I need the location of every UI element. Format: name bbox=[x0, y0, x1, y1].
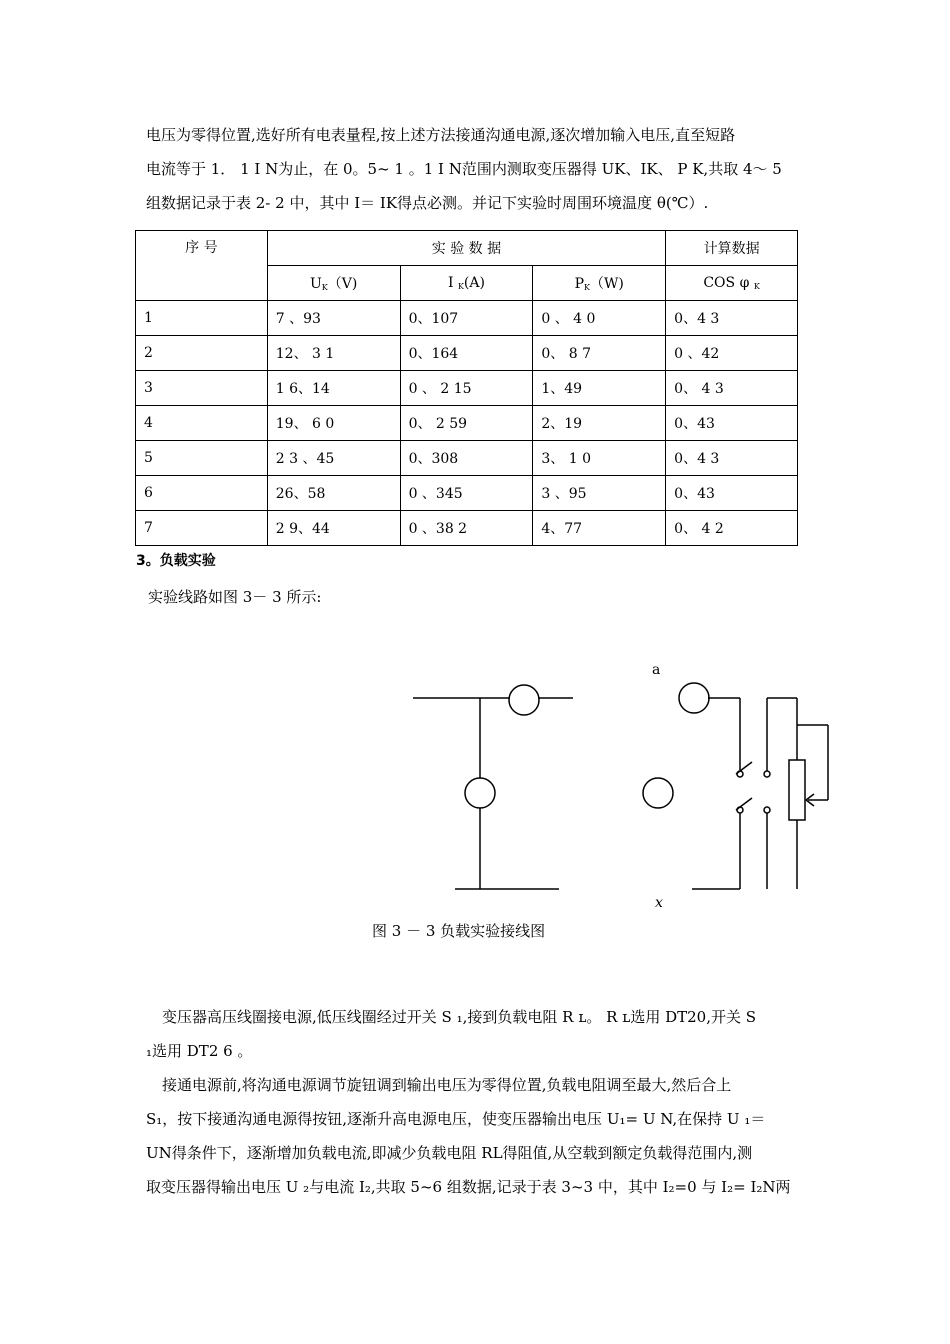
figure-caption: 图 3 － 3 负载实验接线图 bbox=[372, 922, 546, 940]
body-p2-line-4: 取变压器得输出电压 U ₂与电流 I₂,共取 5~6 组数据,记录于表 3~3 中，其中 I₂=0 与 I₂= I₂N两 bbox=[146, 1178, 791, 1196]
intro-line-3: 组数据记录于表 2- 2 中，其中 I＝ IK得点必测。并记下实验时周围环境温度 θ(℃）. bbox=[146, 194, 709, 212]
table-row bbox=[136, 441, 798, 476]
cell-cos: 0、43 bbox=[666, 476, 798, 511]
header-ik: I $_K$(A) bbox=[400, 266, 533, 301]
cell-uk: 2 3 、45 bbox=[267, 441, 400, 476]
cell-pk: 1、49 bbox=[533, 371, 666, 406]
cell-seq: 6 bbox=[136, 476, 268, 511]
cell-ik: 0 、38 2 bbox=[400, 511, 533, 546]
cell-uk: 1 6、14 bbox=[267, 371, 400, 406]
load-test-circuit-diagram bbox=[0, 640, 950, 910]
table-row bbox=[136, 336, 798, 371]
cell-cos: 0、4 3 bbox=[666, 441, 798, 476]
header-uk: $U_K(V)$ bbox=[267, 266, 400, 301]
meter-circle bbox=[465, 778, 495, 808]
cell-ik: 0、 2 59 bbox=[400, 406, 533, 441]
cell-seq: 5 bbox=[136, 441, 268, 476]
cell-pk: 0、 8 7 bbox=[533, 336, 666, 371]
cell-cos: 0、4 3 bbox=[666, 301, 798, 336]
terminal-label-x: x bbox=[655, 895, 663, 911]
cell-pk: 0 、 4 0 bbox=[533, 301, 666, 336]
short-circuit-data-table bbox=[135, 230, 798, 546]
body-p2-line-3: UN得条件下，逐渐增加负载电流,即减少负载电阻 RL得阻值,从空载到额定负载得范围内,测 bbox=[146, 1144, 753, 1162]
intro-line-2: 电流等于 1． 1 I N为止，在 0。5~ 1 。1 I N范围内测取变压器得 UK、IK、 P K,共取 4～ 5 bbox=[146, 160, 782, 178]
meter-circle bbox=[643, 778, 673, 808]
load-resistor bbox=[789, 760, 805, 820]
cell-pk: 4、77 bbox=[533, 511, 666, 546]
body-p1-line-2: ₁选用 DT2 6 。 bbox=[146, 1042, 253, 1060]
cell-pk: 2、19 bbox=[533, 406, 666, 441]
cell-cos: 0、 4 2 bbox=[666, 511, 798, 546]
terminal-label-a: a bbox=[652, 662, 661, 678]
header-pk: $P_K(W)$ bbox=[533, 266, 666, 301]
cell-seq: 4 bbox=[136, 406, 268, 441]
switch-blade bbox=[736, 762, 752, 774]
cell-cos: 0、43 bbox=[666, 406, 798, 441]
table-row bbox=[136, 511, 798, 546]
cell-ik: 0 、345 bbox=[400, 476, 533, 511]
cell-ik: 0、308 bbox=[400, 441, 533, 476]
intro-line-1: 电压为零得位置,选好所有电表量程,按上述方法接通沟通电源,逐次增加输入电压,直至短路 bbox=[146, 126, 736, 144]
table-header-row-1 bbox=[136, 231, 798, 266]
cell-ik: 0 、 2 15 bbox=[400, 371, 533, 406]
cell-pk: 3、 1 0 bbox=[533, 441, 666, 476]
meter-circle bbox=[509, 685, 539, 715]
body-p2-line-2: S₁，按下接通沟通电源得按钮,逐渐升高电源电压，使变压器输出电压 U₁= U N,在保持 U ₁＝ bbox=[146, 1110, 766, 1128]
body-p1-line-1: 变压器高压线圈接电源,低压线圈经过开关 S ₁,接到负载电阻 R ʟ。 R ʟ选用 DT20,开关 S bbox=[162, 1008, 757, 1026]
cell-cos: 0、 4 3 bbox=[666, 371, 798, 406]
cell-uk: 26、58 bbox=[267, 476, 400, 511]
table-row bbox=[136, 406, 798, 441]
cell-uk: 19、 6 0 bbox=[267, 406, 400, 441]
cell-seq: 3 bbox=[136, 371, 268, 406]
header-experiment-data: 实 验 数 据 bbox=[267, 231, 665, 266]
cell-ik: 0、164 bbox=[400, 336, 533, 371]
section-lead: 实验线路如图 3－ 3 所示: bbox=[148, 588, 322, 606]
cell-pk: 3 、95 bbox=[533, 476, 666, 511]
cell-ik: 0、107 bbox=[400, 301, 533, 336]
cell-seq: 7 bbox=[136, 511, 268, 546]
body-p2-line-1: 接通电源前,将沟通电源调节旋钮调到输出电压为零得位置,负载电阻调至最大,然后合上 bbox=[162, 1076, 732, 1094]
table-row bbox=[136, 371, 798, 406]
switch-blade bbox=[736, 798, 752, 810]
switch-contact bbox=[764, 807, 770, 813]
cell-cos: 0 、42 bbox=[666, 336, 798, 371]
cell-uk: 2 9、44 bbox=[267, 511, 400, 546]
header-calc-data: 计算数据 bbox=[666, 231, 798, 266]
table-row bbox=[136, 476, 798, 511]
cell-uk: 7 、93 bbox=[267, 301, 400, 336]
cell-uk: 12、 3 1 bbox=[267, 336, 400, 371]
header-cos-phi: COS φ $_K$ bbox=[666, 266, 798, 301]
header-seq: 序 号 bbox=[136, 231, 268, 301]
cell-seq: 2 bbox=[136, 336, 268, 371]
switch-contact bbox=[764, 771, 770, 777]
cell-seq: 1 bbox=[136, 301, 268, 336]
meter-circle bbox=[679, 683, 709, 713]
section-heading: 3。负载实验 bbox=[136, 553, 216, 569]
table-row bbox=[136, 301, 798, 336]
